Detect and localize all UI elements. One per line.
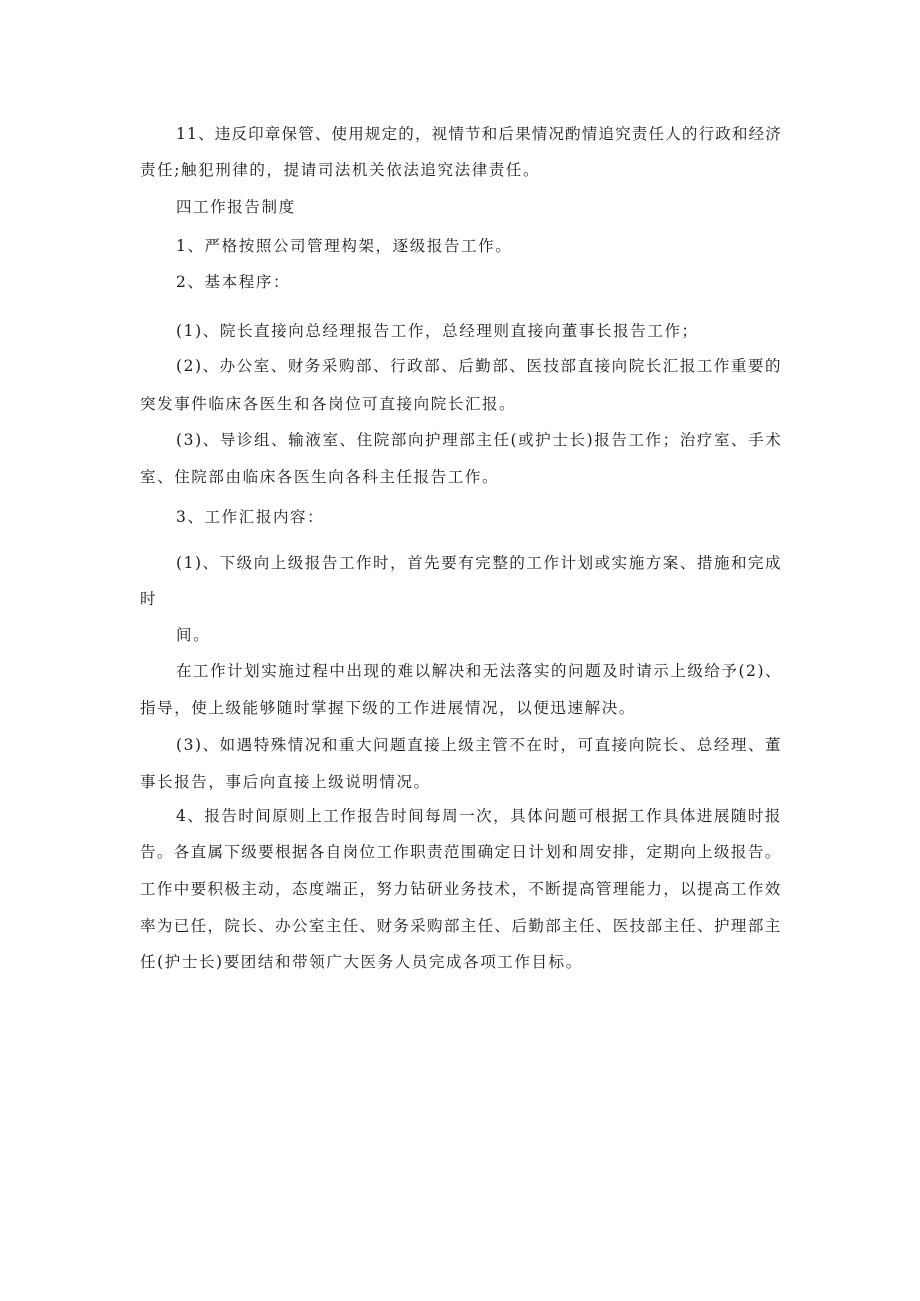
text-line: 在工作计划实施过程中出现的难以解决和无法落实的问题及时请示上级给予(2)、 bbox=[176, 662, 783, 680]
text-line: 11、违反印章保管、使用规定的，视情节和后果情况酌情追究责任人的行政和经济 bbox=[176, 125, 783, 143]
text-line: 突发事件临床各医生和各岗位可直接向院长汇报。 bbox=[140, 395, 517, 413]
text-line: (2)、办公室、财务采购部、行政部、后勤部、医技部直接向院长汇报工作重要的 bbox=[176, 357, 783, 375]
text-line: (3)、导诊组、输液室、住院部向护理部主任(或护士长)报告工作；治疗室、手术 bbox=[176, 431, 783, 449]
text-line: 3、工作汇报内容： bbox=[176, 508, 325, 526]
text-line: 2、基本程序： bbox=[176, 273, 291, 291]
text-line: 告。各直属下级要根据各自岗位工作职责范围确定日计划和周安排，定期向上级报告。 bbox=[140, 843, 782, 861]
text-line: 率为已任，院长、办公室主任、财务采购部主任、后勤部主任、医技部主任、护理部主 bbox=[140, 917, 782, 935]
text-line: 间。 bbox=[176, 626, 211, 644]
text-line: (3)、如遇特殊情况和重大问题直接上级主管不在时，可直接向院长、总经理、董 bbox=[176, 736, 783, 754]
text-line: 室、住院部由临床各医生向各科主任报告工作。 bbox=[140, 468, 500, 486]
text-line: 1、严格按照公司管理构架，逐级报告工作。 bbox=[176, 237, 513, 255]
text-line: 时 bbox=[140, 590, 158, 608]
text-line: 事长报告，事后向直接上级说明情况。 bbox=[140, 773, 431, 791]
text-line: 责任;触犯刑律的，提请司法机关依法追究法律责任。 bbox=[140, 161, 541, 179]
section-heading: 四工作报告制度 bbox=[176, 198, 296, 216]
text-line: 4、报告时间原则上工作报告时间每周一次，具体问题可根据工作具体进展随时报 bbox=[176, 807, 782, 825]
text-line: 工作中要积极主动，态度端正，努力钻研业务技术，不断提高管理能力，以提高工作效 bbox=[140, 880, 782, 898]
text-line: (1)、下级向上级报告工作时，首先要有完整的工作计划或实施方案、措施和完成 bbox=[176, 554, 783, 572]
text-line: 任(护士长)要团结和带领广大医务人员完成各项工作目标。 bbox=[140, 953, 583, 971]
text-line: 指导，使上级能够随时掌握下级的工作进展情况，以便迅速解决。 bbox=[140, 699, 636, 717]
text-line: (1)、院长直接向总经理报告工作，总经理则直接向董事长报告工作； bbox=[176, 322, 699, 340]
